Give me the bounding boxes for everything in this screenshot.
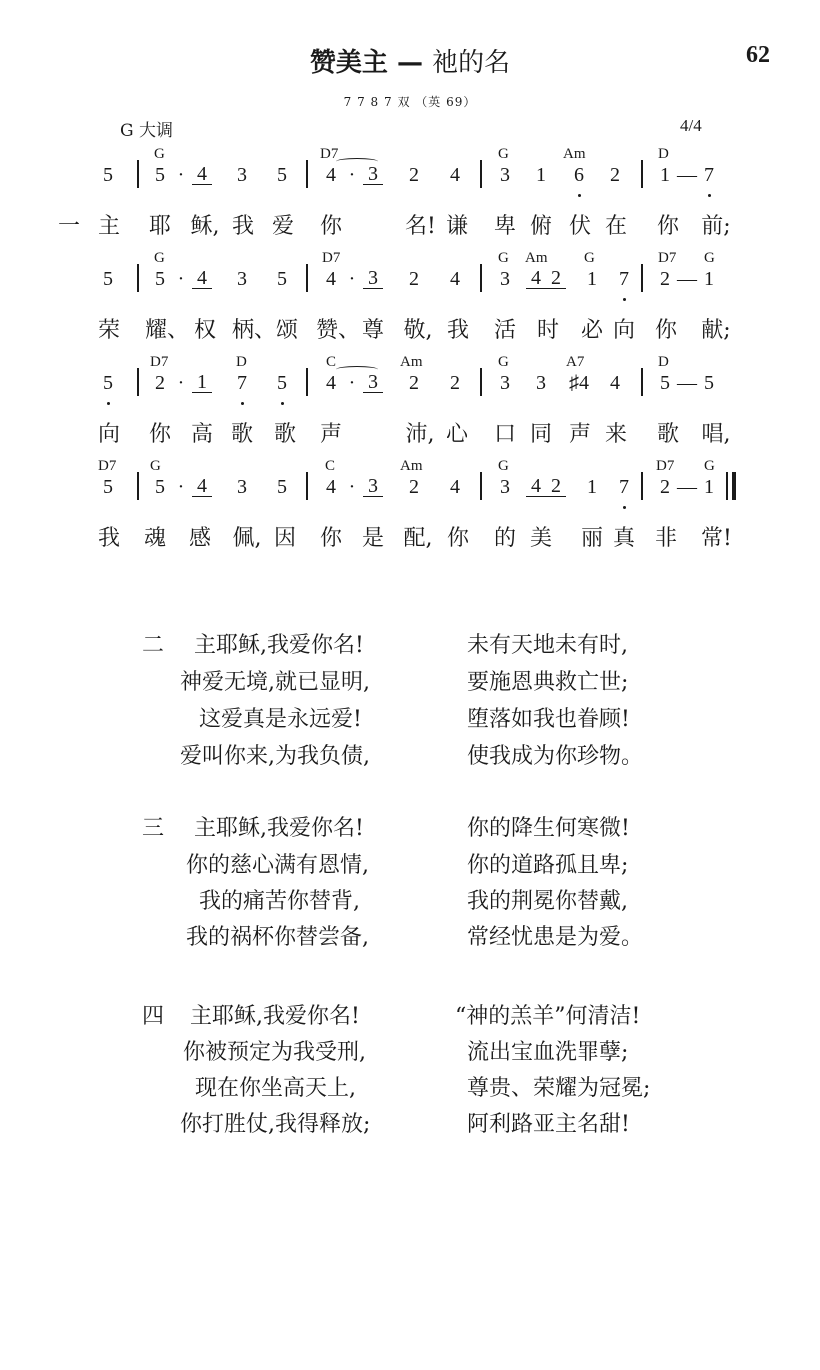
note: 5: [103, 476, 113, 498]
note: 3: [237, 164, 247, 186]
barline: [480, 472, 482, 500]
note: 1: [660, 164, 670, 186]
lyric: 柄、: [232, 318, 277, 343]
note: 2: [660, 476, 670, 498]
lyric: 颂: [275, 318, 298, 343]
lyric: 向: [612, 318, 635, 343]
lyric: 口: [493, 422, 516, 447]
lyric: 歌: [230, 422, 253, 447]
note: 1: [704, 268, 714, 290]
barline: [480, 160, 482, 188]
lyric: 的: [493, 526, 516, 551]
lyric: 活: [493, 318, 516, 343]
lyric: 伏: [568, 214, 591, 239]
note: 7: [619, 268, 629, 290]
note: 3: [500, 476, 510, 498]
barline: [306, 368, 308, 396]
note: 2: [409, 268, 419, 290]
lyric: 歌: [273, 422, 296, 447]
barline: [137, 472, 139, 500]
octave-dot: [623, 506, 626, 509]
note: 3: [500, 164, 510, 186]
lyric: 心: [445, 422, 468, 447]
barline: [641, 472, 643, 500]
note: 5: [660, 372, 670, 394]
note: 2: [409, 476, 419, 498]
note: 1: [587, 268, 597, 290]
chord-symbol: D: [658, 354, 669, 370]
hymn-title: [0, 42, 820, 79]
note: 5: [277, 372, 287, 394]
dot-extension: ·: [348, 476, 356, 498]
lyric: 唱,: [701, 422, 731, 447]
chord-symbol: C: [325, 458, 336, 474]
lyric: 沛,: [405, 422, 435, 447]
title-dash: —: [397, 48, 423, 78]
chord-symbol: Am: [400, 354, 423, 370]
lyric: 我: [446, 318, 469, 343]
note: 1: [587, 476, 597, 498]
dot-extension: ·: [348, 268, 356, 290]
dot-extension: ·: [177, 372, 185, 394]
verse-line: 我的荆冕你替戴,: [467, 889, 628, 914]
verse-line: 未有天地未有时,: [467, 633, 628, 658]
verse-line: 你的降生何寒微!: [467, 816, 630, 841]
verse-line: 阿利路亚主名甜!: [467, 1112, 630, 1137]
final-barline-thin: [726, 472, 728, 500]
note: 2: [660, 268, 670, 290]
verse-line: 常经忧患是为爱。: [467, 925, 644, 950]
lyric: 耀、: [145, 318, 190, 343]
verse-line: 使我成为你珍物。: [467, 744, 644, 769]
note: 7: [237, 372, 247, 394]
lyric: 权: [193, 318, 216, 343]
note: 7: [704, 164, 714, 186]
note: 5: [277, 476, 287, 498]
note: 2: [450, 372, 460, 394]
chord-symbol: G: [154, 250, 165, 266]
barline: [137, 368, 139, 396]
chord-symbol: G: [498, 146, 509, 162]
lyric: 耶: [148, 214, 171, 239]
lyric: 在: [604, 214, 627, 239]
title-subtitle: 祂的名: [432, 48, 511, 78]
note: 4: [326, 268, 336, 290]
chord-symbol: Am: [400, 458, 423, 474]
verse-line: 我的痛苦你替背,: [199, 889, 360, 914]
barline: [306, 264, 308, 292]
lyric: 俯: [529, 214, 552, 239]
note: 5: [704, 372, 714, 394]
barline: [137, 264, 139, 292]
note: 5: [155, 164, 165, 186]
lyric: 尊: [361, 318, 384, 343]
chord-symbol: G: [498, 250, 509, 266]
note: 5: [277, 164, 287, 186]
note: 4: [450, 476, 460, 498]
octave-dot: [241, 402, 244, 405]
chord-symbol: G: [498, 458, 509, 474]
lyric: 我: [97, 526, 120, 551]
lyric: 你: [656, 214, 679, 239]
note-eighth: 3: [363, 372, 383, 393]
chord-symbol: D7: [658, 250, 677, 266]
lyric: 主: [97, 214, 120, 239]
note-eighth: 4: [192, 476, 212, 497]
lyric: 配,: [403, 526, 433, 551]
note: 5: [103, 164, 113, 186]
lyric: 稣,: [190, 214, 220, 239]
chord-symbol: Am: [563, 146, 586, 162]
octave-dot: [107, 402, 110, 405]
note: 4: [610, 372, 620, 394]
lyric: 真: [612, 526, 635, 551]
chord-symbol: G: [154, 146, 165, 162]
lyric: 卑: [493, 214, 516, 239]
verse-line: 主耶稣,我爱你名!: [194, 633, 364, 658]
note: 2: [610, 164, 620, 186]
lyric: 同: [529, 422, 552, 447]
note: 3: [500, 268, 510, 290]
dot-extension: ·: [177, 164, 185, 186]
verse-line: 主耶稣,我爱你名!: [190, 1004, 360, 1029]
note: 4: [450, 268, 460, 290]
lyric: 向: [97, 422, 120, 447]
chord-symbol: D7: [98, 458, 117, 474]
verse-line: 我的祸杯你替尝备,: [186, 925, 369, 950]
note: 5: [277, 268, 287, 290]
barline: [306, 472, 308, 500]
dot-extension: ·: [177, 268, 185, 290]
lyric: 魂: [143, 526, 166, 551]
chord-symbol: A7: [566, 354, 585, 370]
lyric: 你: [148, 422, 171, 447]
chord-symbol: D: [236, 354, 247, 370]
note: 5: [103, 372, 113, 394]
note: 7: [619, 476, 629, 498]
lyric: 感: [188, 526, 211, 551]
key-signature: G 大调: [120, 121, 173, 141]
verse-line: 神爱无境,就已显明,: [180, 670, 370, 695]
dot-extension: ·: [348, 372, 356, 394]
dash-extension: —: [677, 268, 697, 290]
chord-symbol: Am: [525, 250, 548, 266]
lyric: 谦: [445, 214, 468, 239]
verse-line: 你打胜仗,我得释放;: [180, 1112, 371, 1137]
verse-number: 四: [142, 1004, 165, 1029]
lyric: 必: [580, 318, 603, 343]
note: 1: [536, 164, 546, 186]
lyric: 赞、: [316, 318, 361, 343]
chord-symbol: G: [704, 250, 715, 266]
note: 1: [704, 476, 714, 498]
dot-extension: ·: [348, 164, 356, 186]
lyric: 荣: [97, 318, 120, 343]
lyric: 丽: [580, 526, 603, 551]
barline: [641, 264, 643, 292]
lyric: 献;: [701, 318, 731, 343]
octave-dot: [623, 298, 626, 301]
lyric: 你: [319, 526, 342, 551]
note: 4: [450, 164, 460, 186]
barline: [641, 160, 643, 188]
note: 6: [574, 164, 584, 186]
verse-line: 现在你坐高天上,: [195, 1076, 356, 1101]
barline: [641, 368, 643, 396]
lyric: 敬,: [403, 318, 433, 343]
chord-symbol: D7: [656, 458, 675, 474]
note: 2: [409, 372, 419, 394]
lyric: 歌: [656, 422, 679, 447]
octave-dot: [578, 194, 581, 197]
verse-line: 流出宝血洗罪孽;: [467, 1040, 629, 1065]
verse-line: 你的道路孤且卑;: [467, 853, 629, 878]
meter-line: 7 7 8 7 双 （英 69）: [343, 95, 477, 109]
note: 4: [326, 476, 336, 498]
note: 5: [103, 268, 113, 290]
barline: [480, 368, 482, 396]
note: 2: [409, 164, 419, 186]
note-eighth: 3: [363, 164, 383, 185]
lyric: 名!: [405, 214, 436, 239]
chord-symbol: D7: [150, 354, 169, 370]
note: 4: [326, 372, 336, 394]
note: 3: [237, 476, 247, 498]
dot-extension: ·: [177, 476, 185, 498]
dash-extension: —: [677, 164, 697, 186]
dash-extension: —: [677, 372, 697, 394]
note: 5: [155, 268, 165, 290]
lyric: 你: [319, 214, 342, 239]
note: 4: [326, 164, 336, 186]
lyric: 来: [604, 422, 627, 447]
lyric: 美: [529, 526, 552, 551]
chord-symbol: C: [326, 354, 337, 370]
note-sixteenth: 2: [546, 268, 566, 289]
lyric: 因: [273, 526, 296, 551]
verse-line: “神的羔羊”何清洁!: [455, 1004, 641, 1029]
verse-line: 你的慈心满有恩情,: [186, 853, 369, 878]
lyric: 佩,: [232, 526, 262, 551]
note: 3: [500, 372, 510, 394]
note-eighth: 3: [363, 268, 383, 289]
barline: [137, 160, 139, 188]
verse-number: 三: [142, 816, 165, 841]
lyric: 爱: [271, 214, 294, 239]
chord-symbol: G: [150, 458, 161, 474]
dash-extension: —: [677, 476, 697, 498]
time-signature: 4/4: [680, 116, 702, 135]
lyric: 我: [231, 214, 254, 239]
note: 3: [237, 268, 247, 290]
lyric: 你: [446, 526, 469, 551]
chord-symbol: G: [584, 250, 595, 266]
verse-line: 你被预定为我受刑,: [183, 1040, 366, 1065]
note-sixteenth: 2: [546, 476, 566, 497]
hymn-number: 62: [746, 42, 770, 68]
verse-number: 二: [142, 633, 165, 658]
final-barline-thick: [732, 472, 736, 500]
barline: [480, 264, 482, 292]
note-eighth: 3: [363, 476, 383, 497]
lyric: 前;: [701, 214, 731, 239]
note: 2: [155, 372, 165, 394]
lyric: 时: [536, 318, 559, 343]
chord-symbol: D: [658, 146, 669, 162]
note-sixteenth: 4: [526, 268, 546, 289]
lyric: 声: [319, 422, 342, 447]
verse-line: 堕落如我也眷顾!: [467, 707, 630, 732]
lyric: 你: [654, 318, 677, 343]
lyric: 非: [654, 526, 677, 551]
lyric: 一: [57, 214, 80, 239]
lyric: 是: [361, 526, 384, 551]
title-main: 赞美主: [309, 48, 388, 78]
chord-symbol: G: [498, 354, 509, 370]
note-sharp: ♯4: [569, 372, 589, 394]
note-sixteenth: 4: [526, 476, 546, 497]
note: 3: [536, 372, 546, 394]
barline: [306, 160, 308, 188]
verse-line: 尊贵、荣耀为冠冕;: [467, 1076, 651, 1101]
note-eighth: 1: [192, 372, 212, 393]
octave-dot: [281, 402, 284, 405]
verse-line: 要施恩典救亡世;: [467, 670, 629, 695]
chord-symbol: D7: [320, 146, 339, 162]
lyric: 声: [568, 422, 591, 447]
octave-dot: [708, 194, 711, 197]
note: 5: [155, 476, 165, 498]
chord-symbol: D7: [322, 250, 341, 266]
note-eighth: 4: [192, 268, 212, 289]
verse-line: 这爱真是永远爱!: [199, 707, 362, 732]
lyric: 常!: [701, 526, 732, 551]
verse-line: 主耶稣,我爱你名!: [194, 816, 364, 841]
chord-symbol: G: [704, 458, 715, 474]
verse-line: 爱叫你来,为我负债,: [180, 744, 370, 769]
note-eighth: 4: [192, 164, 212, 185]
lyric: 高: [190, 422, 213, 447]
